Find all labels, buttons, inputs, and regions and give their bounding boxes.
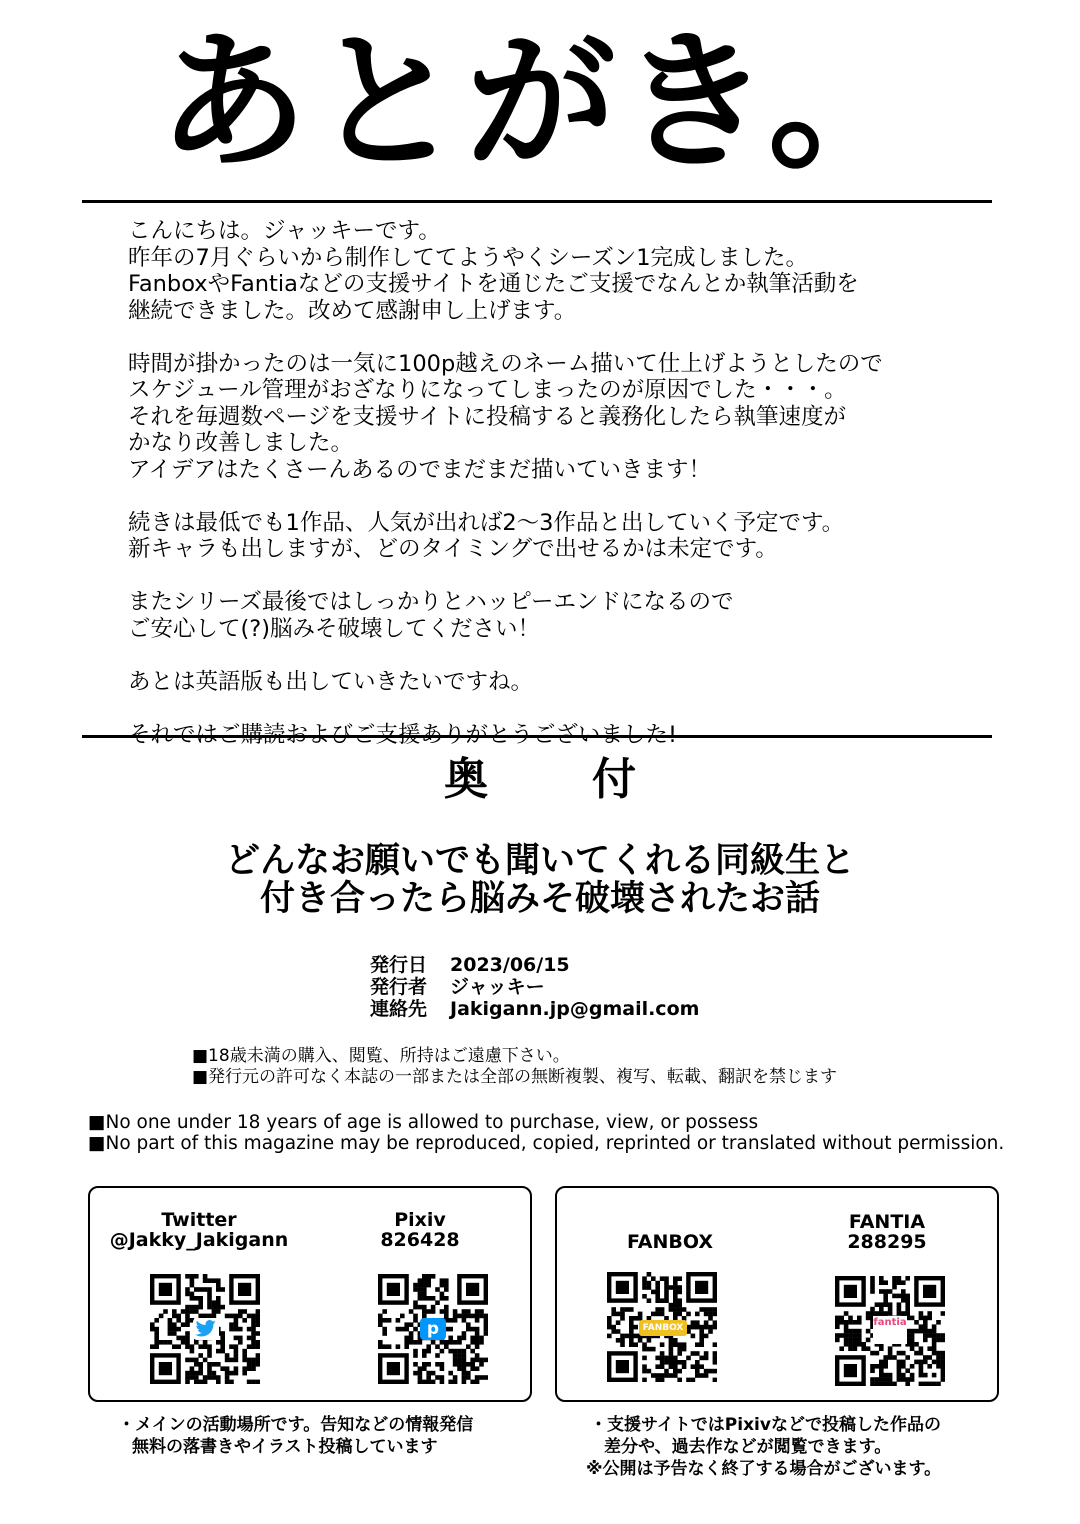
pixiv-id: 826428 [380,1229,460,1251]
message-line: 新キャラも出しますが、どのタイミングで出せるかは未定です。 [128,536,778,562]
colophon-heading-right: 付 [592,754,636,805]
book-title [0,842,1080,918]
fanbox-logo-icon: FANBOX [639,1320,687,1336]
twitter-bird-icon [193,1318,219,1340]
colophon-heading-left: 奥 [444,754,488,805]
info-key: 連絡先 [370,998,428,1020]
footnote-line: 差分や、過去作などが閲覧できます。 [604,1437,892,1457]
message-line: アイデアはたくさーんあるのでまだまだ描いていきます！ [128,456,711,483]
twitter-handle: @Jakky_Jakigann [109,1229,289,1251]
info-row-date [370,954,699,976]
pixiv-label[interactable] [330,1210,510,1250]
info-key: 発行者 [370,976,428,998]
message-line: 昨年の7月ぐらいから制作しててようやくシーズン1完成しました。 [128,244,809,271]
social-box-left [88,1186,532,1402]
pixiv-label-title: Pixiv [394,1209,446,1231]
right-box-footnote [586,1414,942,1480]
message-line: それを毎週数ページを支援サイトに投稿すると義務化したら執筆速度が [128,403,846,430]
message-line: こんにちは。ジャッキーです。 [128,218,441,244]
fanbox-label[interactable] [557,1232,783,1252]
notice-line: ■18歳未満の購入、閲覧、所持はご遠慮下さい。 [192,1046,570,1066]
colophon-heading [0,752,1080,808]
twitter-label-title: Twitter [161,1209,237,1231]
message-line: スケジュール管理がおざなりになってしまったのが原因でした・・・。 [128,377,847,403]
notice-line: ■発行元の許可なく本誌の一部または全部の無断複製、複写、転載、翻訳を禁じます [192,1067,838,1087]
pixiv-p-icon: p [420,1318,446,1340]
footnote-line: ※公開は予告なく終了する場合がございます。 [586,1459,942,1479]
divider-middle [82,735,992,738]
message-line: ご安心して(?)脳みそ破壊してください！ [128,615,540,642]
notice-english [88,1112,1004,1154]
support-box-right [555,1186,999,1402]
info-value: 2023/06/15 [450,954,570,976]
divider-top [82,200,992,203]
footnote-line: 無料の落書きやイラスト投稿しています [132,1437,438,1457]
afterword-message [128,218,1008,748]
notice-line: ■No part of this magazine may be reproduced, copied, reprinted or translated without permission. [88,1133,1005,1154]
fantia-label[interactable] [797,1212,977,1252]
message-line: 続きは最低でも1作品、人気が出れば2～3作品と出していく予定です。 [128,509,845,536]
fantia-label-title: FANTIA [848,1211,926,1233]
left-box-footnote [118,1414,473,1458]
fanbox-label-title: FANBOX [626,1231,713,1253]
notice-japanese [192,1046,837,1088]
message-line: またシリーズ最後ではしっかりとハッピーエンドになるので [128,589,734,615]
fantia-id: 288295 [847,1231,927,1253]
book-title-line: 付き合ったら脳みそ破壊されたお話 [259,879,820,919]
notice-line: ■No one under 18 years of age is allowed to purchase, view, or possess [88,1112,759,1133]
info-value: ジャッキー [450,976,545,998]
info-key: 発行日 [370,954,428,976]
message-line: FanboxやFantiaなどの支援サイトを通じたご支援でなんとか執筆活動を [128,271,859,297]
message-line: かなり改善しました。 [128,430,354,456]
message-line: 時間が掛かったのは一気に100p越えのネーム描いて仕上げようとしたので [128,350,883,377]
info-row-publisher [370,976,699,998]
book-title-line: どんなお願いでも聞いてくれる同級生と [224,841,855,881]
message-line: あとは英語版も出していきたいですね。 [128,668,534,695]
publication-info [370,954,699,1020]
message-line: 継続できました。改めて感謝申し上げます。 [128,297,577,324]
page-title: あとがき。 [157,16,922,190]
info-row-contact [370,998,699,1020]
twitter-label[interactable] [90,1210,308,1250]
fantia-logo-icon: fantia [873,1316,907,1344]
info-value-email[interactable]: Jakigann.jp@gmail.com [450,998,700,1020]
footnote-line: ・メインの活動場所です。告知などの情報発信 [118,1415,474,1435]
footnote-line: ・支援サイトではPixivなどで投稿した作品の [590,1415,941,1435]
